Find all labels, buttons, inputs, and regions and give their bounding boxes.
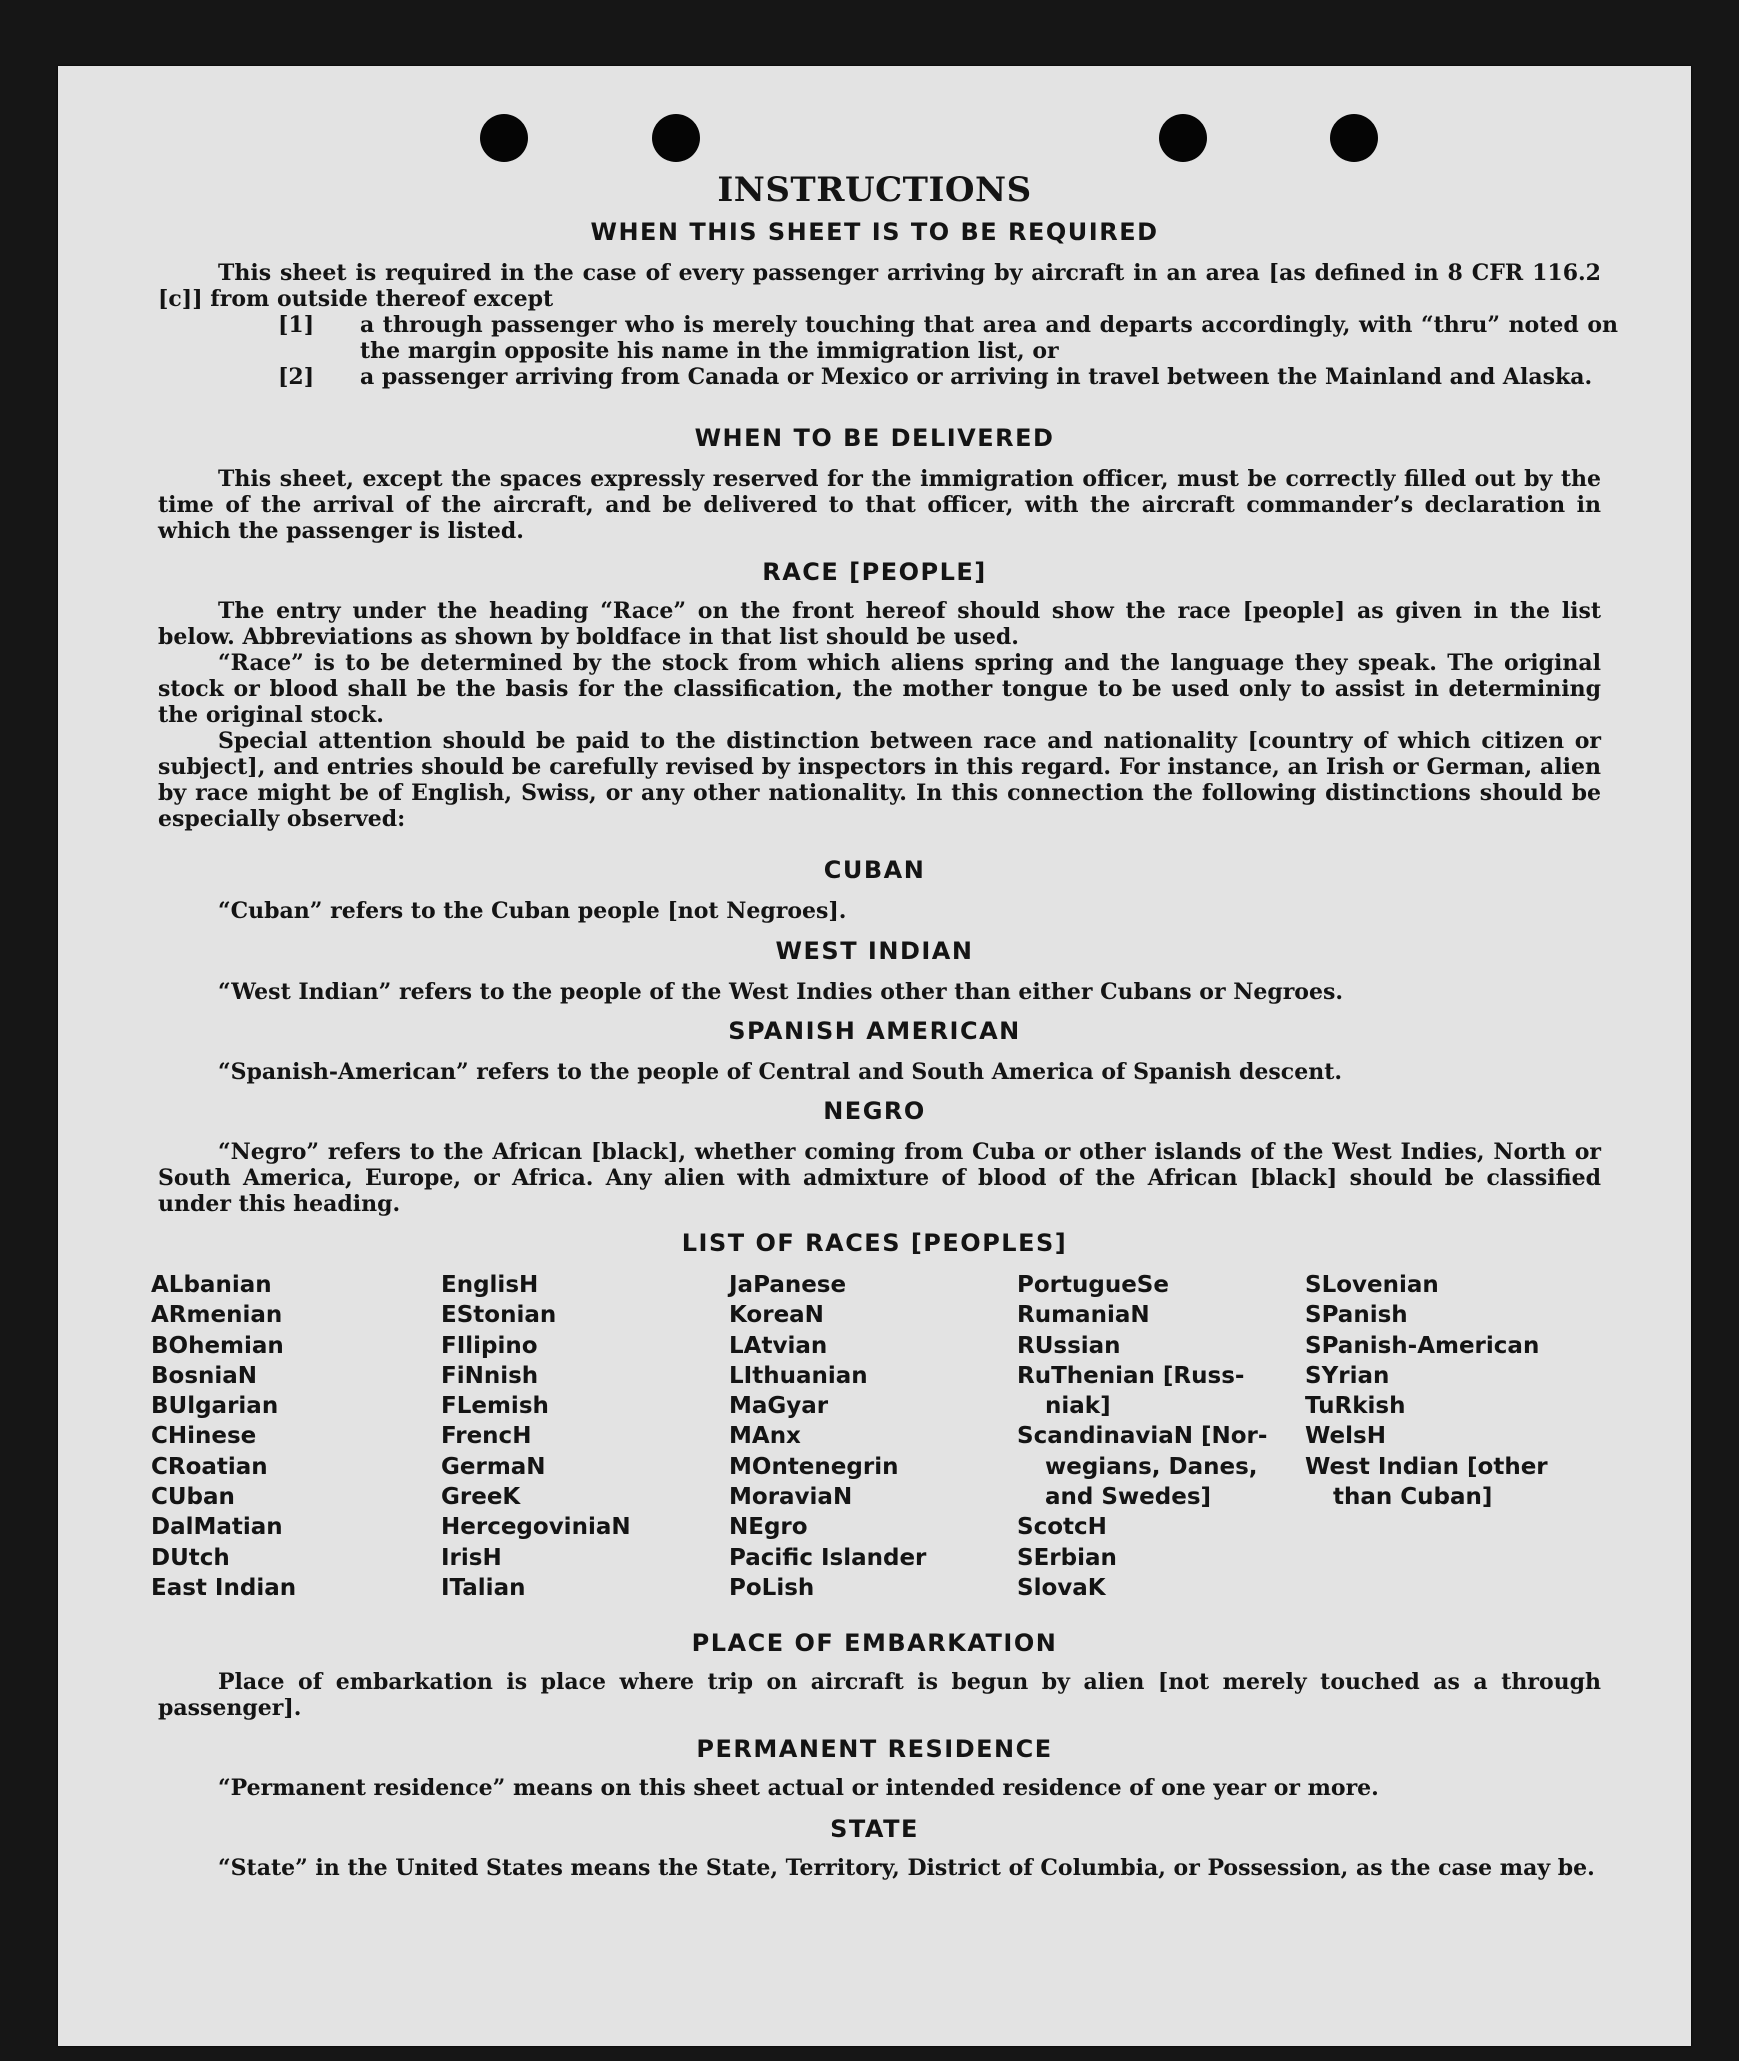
race-entry: MOntenegrin xyxy=(729,1453,899,1480)
heading-permanent-residence: PERMANENT RESIDENCE xyxy=(696,1735,1053,1763)
race-entry: EStonian xyxy=(441,1302,557,1329)
race-entry: LAtvian xyxy=(729,1332,828,1359)
race-entry: EnglisH xyxy=(441,1272,539,1298)
race-entry: SPanish-American xyxy=(1305,1332,1540,1359)
race-entry: West Indian [other xyxy=(1305,1453,1548,1480)
race-entry: BOhemian xyxy=(151,1332,284,1359)
race-entry: CHinese xyxy=(151,1423,257,1450)
race-entry: FIlipino xyxy=(441,1332,538,1359)
race-entry: SPanish xyxy=(1305,1302,1408,1329)
negro-text: “Negro” refers to the African [black], whether coming from Cuba or other islands of the West Indies, North or South America, Europe, or Africa. Any alien with admixture of blood of the African [black] should be classified under this heading. xyxy=(158,1139,1601,1217)
punch-hole xyxy=(1330,114,1378,162)
heading-negro: NEGRO xyxy=(823,1097,926,1125)
state-text: “State” in the United States means the State, Territory, District of Columbia, or Possession, as the case may be. xyxy=(218,1855,1595,1881)
race-entry: ALbanian xyxy=(151,1272,272,1298)
race-entry: ScandinaviaN [Nor- xyxy=(1017,1423,1268,1450)
race-entry: SlovaK xyxy=(1017,1574,1106,1601)
race-entry: FrencH xyxy=(441,1423,532,1450)
race-entry: GreeK xyxy=(441,1484,521,1511)
race-entry: CRoatian xyxy=(151,1453,268,1480)
instruction-sheet: INSTRUCTIONS WHEN THIS SHEET IS TO BE REQUIRED This sheet is required in the case of every passenger arriving by aircraft in an area [as defined in 8 CFR 116.2 [c]] from outside thereof except [1] a through passenger who is merely touching that area and departs accordingly, with “thru” noted on the margin opposite his name in the immigration list, or [2] a passenger arriving from Canada or Mexico or arriving in travel between the Mainland and Alaska. WHEN TO BE DELIVERED This sheet, except the spaces expressly reserved for the immigration officer, must be correctly filled out by the time of the arrival of the aircraft, and be delivered to that officer, with the aircraft commander’s declaration in which the passenger is listed. RACE [PEOPLE] The entry under the heading “Race” on the front hereof should show the race [people] as given in the list below. Abbreviations as shown by boldface in that list should be used. “Race” is to be determined by the stock from which aliens spring and the language they speak. The original stock or blood shall be the basis for the classification, the mother tongue to be used only to assist in determining the original stock. Special attention should be paid to the distinction between race and nationality [country of which citizen or subject], and entries should be carefully revised by inspectors in this regard. For instance, an Irish or German, alien by race might be of English, Swiss, or any other nationality. In this connection the following distinctions should be especially observed: CUBAN “Cuban” refers to the Cuban people [not Negroes]. WEST INDIAN “West Indian” refers to the people of the West Indies other than either Cubans or Negroes. SPANISH AMERICAN “Spanish-American” refers to the people of Central and South America of Spanish descent. NEGRO “Negro” refers to the African [black], whether coming from Cuba or other islands of the West Indies, North or South America, Europe, or Africa. Any alien with admixture of blood of the African [black] should be classified under this heading. LIST OF RACES [PEOPLES] ALbanian ARmenian BOhemian BosniaN BUlgarian CHinese CRoatian CUban DalMatian DUtch East Indian EnglisH EStonian FIlipino FiNnish FLemish FrencH GermaN GreeK HercegoviniaN IrisH ITalian JaPanese KoreaN LAtvian LIthuanian MaGyar MAnx MOntenegrin MoraviaN NEgro Pacific Islander PoLish PortugueSe RumaniaN RUssian RuThenian [Russ- niak] ScandinaviaN [Nor- wegians, Danes, and Swedes] ScotcH SErbian SlovaK SLovenian SPanish SPanish-American SYrian TuRkish WelsH West Indian [other than Cuban] PLACE OF EMBARKATION Place of embarkation is place where trip on aircraft is begun by alien [not merely touched as a through passenger]. PERMANENT RESIDENCE “Permanent residence” means on this sheet actual or intended residence of one year or more. STATE “State” in the United States means the State, Territory, District of Columbia, or Possession, as the case may be. xyxy=(58,66,1691,2046)
races-column xyxy=(151,1270,441,1603)
race-entry: RuThenian [Russ- xyxy=(1017,1362,1245,1389)
race-entry: than Cuban] xyxy=(1333,1484,1493,1511)
when-required-intro: This sheet is required in the case of every passenger arriving by aircraft in an area [as defined in 8 CFR 116.2 [c]] from outside thereof except xyxy=(158,260,1601,312)
race-entry: ITalian xyxy=(441,1574,526,1601)
race-text: The entry under the heading “Race” on the front hereof should show the race [people] as given in the list below. Abbreviations as shown by boldface in that list should be used. “Race” is to be determined by the stock from which aliens spring and the language they speak. The original stock or blood shall be the basis for the classification, the mother tongue to be used only to assist in determining the original stock. Special attention should be paid to the distinction between race and nationality [country of which citizen or subject], and entries should be carefully revised by inspectors in this regard. For instance, an Irish or German, alien by race might be of English, Swiss, or any other nationality. In this connection the following distinctions should be especially observed: xyxy=(158,598,1601,832)
permanent-residence-text: “Permanent residence” means on this sheet actual or intended residence of one year or more. xyxy=(218,1775,1379,1801)
race-entry: SYrian xyxy=(1305,1362,1390,1389)
page-title: INSTRUCTIONS xyxy=(717,170,1032,210)
race-entry: RUssian xyxy=(1017,1332,1121,1359)
race-entry: SLovenian xyxy=(1305,1272,1439,1298)
race-entry: BUlgarian xyxy=(151,1393,279,1420)
race-entry: FLemish xyxy=(441,1393,549,1420)
race-entry: MAnx xyxy=(729,1423,801,1450)
race-entry: DUtch xyxy=(151,1544,230,1571)
race-entry: wegians, Danes, xyxy=(1045,1453,1258,1480)
place-of-embarkation-text: Place of embarkation is place where trip on aircraft is begun by alien [not merely touched as a through passenger]. xyxy=(158,1669,1601,1721)
race-entry: HercegoviniaN xyxy=(441,1514,631,1541)
west-indian-text: “West Indian” refers to the people of the West Indies other than either Cubans or Negroes. xyxy=(218,979,1344,1005)
race-entry: NEgro xyxy=(729,1514,808,1541)
race-entry: MoraviaN xyxy=(729,1484,853,1511)
race-entry: ScotcH xyxy=(1017,1514,1107,1541)
heading-spanish-american: SPANISH AMERICAN xyxy=(728,1017,1021,1045)
race-entry: TuRkish xyxy=(1305,1393,1406,1420)
race-entry: LIthuanian xyxy=(729,1362,868,1389)
heading-list-of-races: LIST OF RACES [PEOPLES] xyxy=(681,1229,1068,1257)
races-column xyxy=(441,1270,731,1603)
punch-hole xyxy=(480,114,528,162)
race-entry: KoreaN xyxy=(729,1302,824,1329)
cuban-text: “Cuban” refers to the Cuban people [not Negroes]. xyxy=(218,898,847,924)
punch-hole xyxy=(652,114,700,162)
race-entry: PortugueSe xyxy=(1017,1272,1169,1298)
race-entry: East Indian xyxy=(151,1574,297,1601)
heading-cuban: CUBAN xyxy=(823,856,926,884)
heading-race: RACE [PEOPLE] xyxy=(762,558,987,586)
race-entry: BosniaN xyxy=(151,1362,258,1389)
race-entry: and Swedes] xyxy=(1045,1484,1212,1511)
races-column xyxy=(729,1270,1019,1603)
race-entry: JaPanese xyxy=(729,1272,847,1298)
race-entry: SErbian xyxy=(1017,1544,1117,1571)
race-entry: FiNnish xyxy=(441,1362,539,1389)
race-entry: DalMatian xyxy=(151,1514,283,1541)
race-entry: GermaN xyxy=(441,1453,546,1480)
spanish-american-text: “Spanish-American” refers to the people of Central and South America of Spanish descent. xyxy=(218,1059,1343,1085)
race-entry: ARmenian xyxy=(151,1302,283,1329)
heading-place-of-embarkation: PLACE OF EMBARKATION xyxy=(691,1629,1058,1657)
race-entry: Pacific Islander xyxy=(729,1544,927,1571)
punch-hole xyxy=(1159,114,1207,162)
race-entry: IrisH xyxy=(441,1544,502,1571)
races-column xyxy=(1305,1270,1595,1512)
when-delivered-text: This sheet, except the spaces expressly reserved for the immigration officer, must be correctly filled out by the time of the arrival of the aircraft, and be delivered to that officer, with the aircraft commander’s declaration in which the passenger is listed. xyxy=(158,466,1601,544)
heading-when-required: WHEN THIS SHEET IS TO BE REQUIRED xyxy=(590,218,1159,246)
heading-west-indian: WEST INDIAN xyxy=(775,937,974,965)
race-entry: WelsH xyxy=(1305,1423,1386,1450)
race-entry: PoLish xyxy=(729,1574,815,1601)
races-column xyxy=(1017,1270,1307,1603)
race-entry: CUban xyxy=(151,1484,235,1511)
race-entry: MaGyar xyxy=(729,1393,829,1420)
heading-state: STATE xyxy=(830,1815,919,1843)
race-entry: niak] xyxy=(1045,1393,1111,1420)
heading-when-delivered: WHEN TO BE DELIVERED xyxy=(694,424,1055,452)
race-entry: RumaniaN xyxy=(1017,1302,1150,1329)
